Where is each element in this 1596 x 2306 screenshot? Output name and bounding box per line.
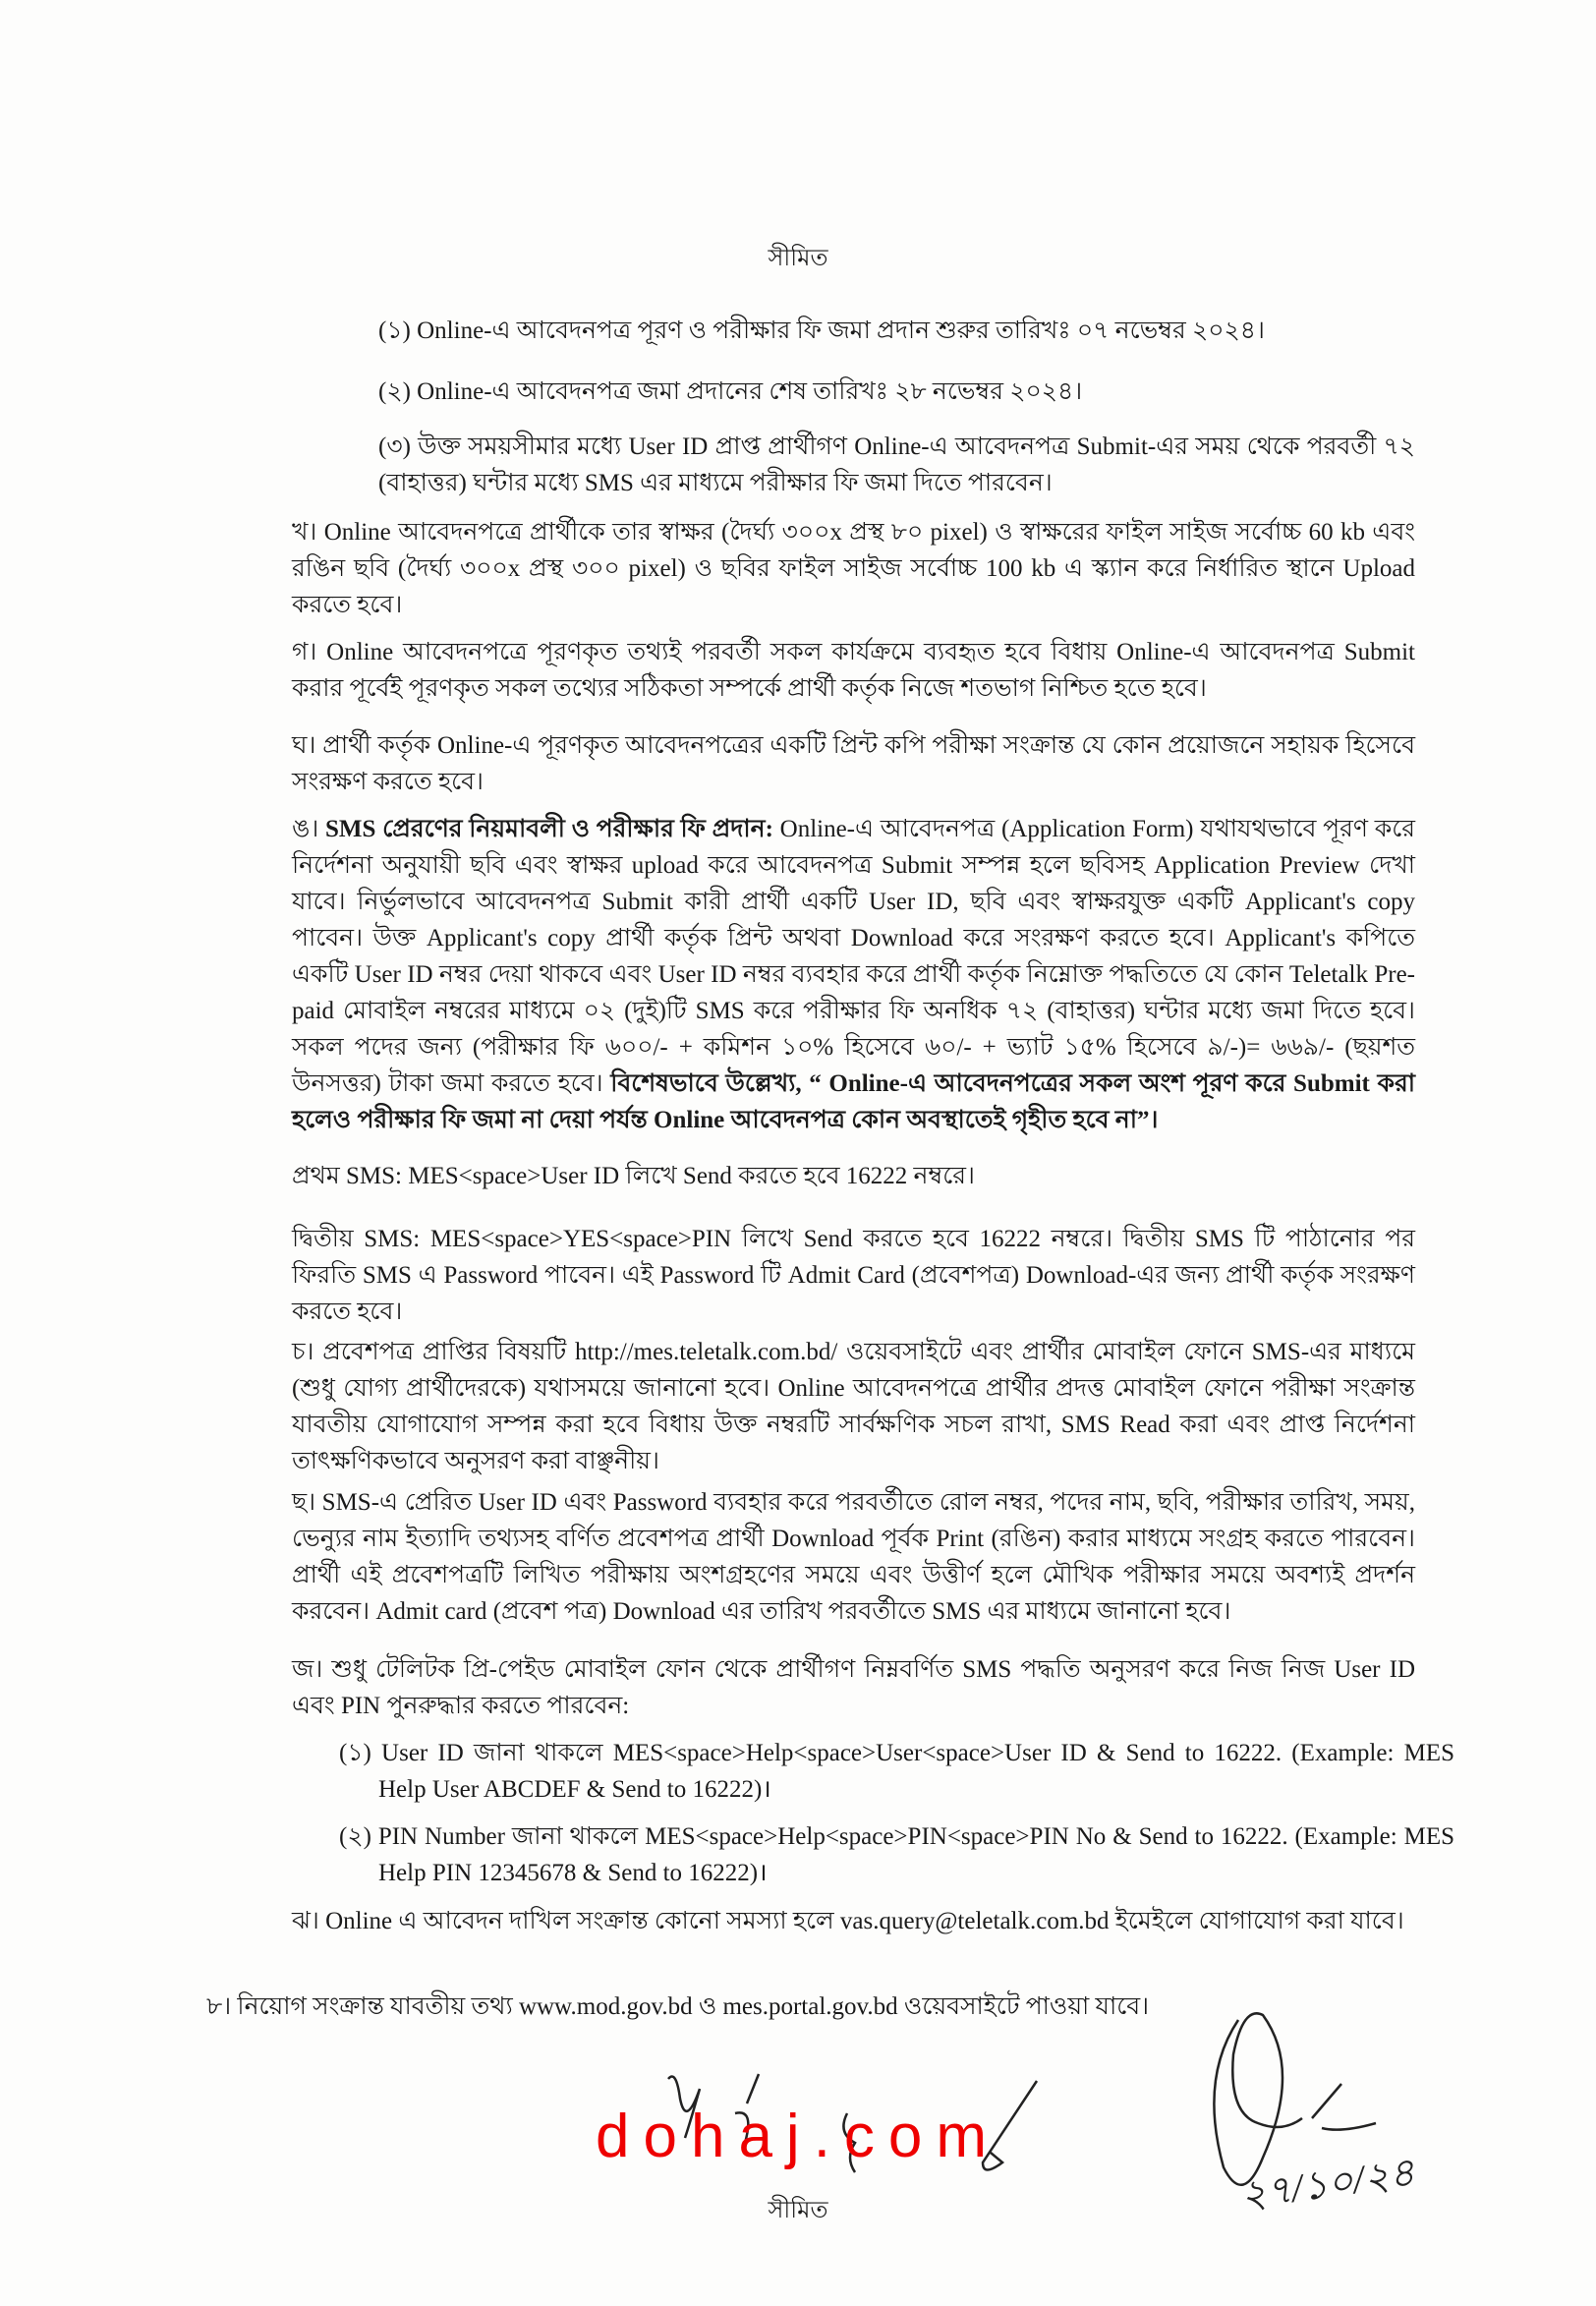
para-kha: খ। Online আবেদনপত্রে প্রার্থীকে তার স্বাক্ষর (দৈর্ঘ্য ৩০০x প্রস্থ ৮০ pixel) ও স্বাক্ষরের ফাইল সাইজ সর্বোচ্চ 60 kb এবং রঙিন ছবি (দৈর্ঘ্য ৩০০x প্রস্থ ৩০০ pixel) ও ছবির ফাইল সাইজ সর্বোচ্চ 100 kb এ স্ক্যান করে নির্ধারিত স্থানে Upload করতে হবে। xyxy=(292,519,1415,618)
sms-first: প্রথম SMS: MES<space>User ID লিখে Send করতে হবে 16222 নম্বরে। xyxy=(292,1163,975,1189)
para-ga: গ। Online আবেদনপত্রে পূরণকৃত তথ্যই পরবর্তী সকল কার্যক্রমে ব্যবহৃত হবে বিধায় Online-এ আবেদনপত্র Submit করার পূর্বেই পূরণকৃত সকল তথ্যের সঠিকতা সম্পর্কে প্রার্থী কর্তৃক নিজে শতভাগ নিশ্চিত হতে হবে। xyxy=(292,639,1415,702)
para-umo-note: বিশেষভাবে উল্লেখ্য, “ Online-এ আবেদনপত্রের সকল অংশ পূরণ করে Submit করা হলেও পরীক্ষার ফি জমা না দেয়া পর্যন্ত Online আবেদনপত্র কোন অবস্থাতেই গৃহীত হবে না”। xyxy=(292,1070,1415,1133)
para-umo-prefix: ঙ। xyxy=(292,816,325,842)
watermark: dohaj.com xyxy=(596,2103,1001,2170)
para-eight: ৮। নিয়োগ সংক্রান্ত যাবতীয় তথ্য www.mod.gov.bd ও mes.portal.gov.bd ওয়েবসাইটে পাওয়া যাবে। xyxy=(206,1993,1150,2020)
para-ja: জ। শুধু টেলিটক প্রি-পেইড মোবাইল ফোন থেকে প্রার্থীগণ নিম্নবর্ণিত SMS পদ্ধতি অনুসরণ করে নিজ নিজ User ID এবং PIN পুনরুদ্ধার করতে পারবেন: xyxy=(292,1656,1415,1719)
signature-date: ২৭/১০/২৪ xyxy=(1237,2149,1418,2219)
para-chha: ছ। SMS-এ প্রেরিত User ID এবং Password ব্যবহার করে পরবর্তীতে রোল নম্বর, পদের নাম, ছবি, পরীক্ষার তারিখ, সময়, ভেন্যুর নাম ইত্যাদি তথ্যসহ বর্ণিত প্রবেশপত্র প্রার্থী Download পূর্বক Print (রঙিন) করার মাধ্যমে সংগ্রহ করতে পারবেন। প্রার্থী এই প্রবেশপত্রটি লিখিত পরীক্ষায় অংশগ্রহণের সময়ে এবং উত্তীর্ণ হলে মৌখিক পরীক্ষার সময়ে অবশ্যই প্রদর্শন করবেন। Admit card (প্রবেশ পত্র) Download এর তারিখ পরবর্তীতে SMS এর মাধ্যমে জানানো হবে। xyxy=(292,1489,1415,1625)
ja-item-1: (১) User ID জানা থাকলে MES<space>Help<space>User<space>User ID & Send to 16222. (Example: MES Help User ABCDEF & Send to 16222)। xyxy=(339,1740,1454,1803)
para-umo-body: Online-এ আবেদনপত্র (Application Form) যথাযথভাবে পূরণ করে নির্দেশনা অনুযায়ী ছবি এবং স্বাক্ষর upload করে আবেদনপত্র Submit সম্পন্ন হলে ছবিসহ Application Preview দেখা যাবে। নির্ভুলভাবে আবেদনপত্র Submit কারী প্রার্থী একটি User ID, ছবি এবং স্বাক্ষরযুক্ত একটি Applicant's copy পাবেন। উক্ত Applicant's copy প্রার্থী কর্তৃক প্রিন্ট অথবা Download করে সংরক্ষণ করতে হবে। Applicant's কপিতে একটি User ID নম্বর দেয়া থাকবে এবং User ID নম্বর ব্যবহার করে প্রার্থী কর্তৃক নিম্নোক্ত পদ্ধতিতে যে কোন Teletalk Pre-paid মোবাইল নম্বরের মাধ্যমে ০২ (দুই)টি SMS করে পরীক্ষার ফি অনধিক ৭২ (বাহাত্তর) ঘন্টার মধ্যে জমা দিতে হবে। সকল পদের জন্য (পরীক্ষার ফি ৬০০/- + কমিশন ১০% হিসেবে ৬০/- + ভ্যাট ১৫% হিসেবে ৯/-)= ৬৬৯/- (ছয়শত উনসত্তর) টাকা জমা করতে হবে। xyxy=(292,816,1415,1097)
item-3: (৩) উক্ত সময়সীমার মধ্যে User ID প্রাপ্ত প্রার্থীগণ Online-এ আবেদনপত্র Submit-এর সময় থেকে পরবর্তী ৭২ (বাহাত্তর) ঘন্টার মধ্যে SMS এর মাধ্যমে পরীক্ষার ফি জমা দিতে পারবেন। xyxy=(378,433,1415,496)
para-gha: ঘ। প্রার্থী কর্তৃক Online-এ পূরণকৃত আবেদনপত্রের একটি প্রিন্ট কপি পরীক্ষা সংক্রান্ত যে কোন প্রয়োজনে সহায়ক হিসেবে সংরক্ষণ করতে হবে। xyxy=(292,732,1415,795)
ja-item-2: (২) PIN Number জানা থাকলে MES<space>Help<space>PIN<space>PIN No & Send to 16222. (Example: MES Help PIN 12345678 & Send to 16222)। xyxy=(339,1823,1454,1886)
para-umo-heading: SMS প্রেরণের নিয়মাবলী ও পরীক্ষার ফি প্রদান: xyxy=(324,816,773,842)
classification-footer: সীমিত xyxy=(768,2198,828,2223)
item-2: (২) Online-এ আবেদনপত্র জমা প্রদানের শেষ তারিখঃ ২৮ নভেম্বর ২০২৪। xyxy=(378,378,1083,405)
sms-second: দ্বিতীয় SMS: MES<space>YES<space>PIN লিখে Send করতে হবে 16222 নম্বরে। দ্বিতীয় SMS টি পাঠানোর পর ফিরতি SMS এ Password পাবেন। এই Password টি Admit Card (প্রবেশপত্র) Download-এর জন্য প্রার্থী কর্তৃক সংরক্ষণ করতে হবে। xyxy=(292,1226,1415,1325)
para-cha: চ। প্রবেশপত্র প্রাপ্তির বিষয়টি http://mes.teletalk.com.bd/ ওয়েবসাইটে এবং প্রার্থীর মোবাইল ফোনে SMS-এর মাধ্যমে (শুধু যোগ্য প্রার্থীদেরকে) যথাসময়ে জানানো হবে। Online আবেদনপত্রে প্রার্থীর প্রদত্ত মোবাইল ফোনে পরীক্ষা সংক্রান্ত যাবতীয় যোগাযোগ সম্পন্ন করা হবে বিধায় উক্ত নম্বরটি সার্বক্ষণিক সচল রাখা, SMS Read করা এবং প্রাপ্ত নির্দেশনা তাৎক্ষণিকভাবে অনুসরণ করা বাঞ্ছনীয়। xyxy=(292,1339,1415,1474)
item-1: (১) Online-এ আবেদনপত্র পূরণ ও পরীক্ষার ফি জমা প্রদান শুরুর তারিখঃ ০৭ নভেম্বর ২০২৪। xyxy=(378,317,1265,344)
para-jha: ঝ। Online এ আবেদন দাখিল সংক্রান্ত কোনো সমস্যা হলে vas.query@teletalk.com.bd ইমেইলে যোগাযোগ করা যাবে। xyxy=(292,1908,1404,1934)
classification-header: সীমিত xyxy=(768,246,828,271)
